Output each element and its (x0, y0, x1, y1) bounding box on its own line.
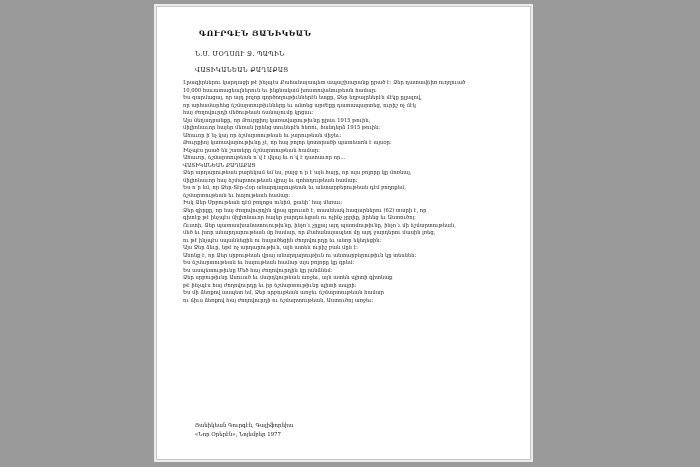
letter-line: Ես մի ձեռքով ասպետ եմ, Ձեր սրբութեան առջեւ ճշմարտութեան համար (183, 290, 384, 296)
recipient-name: Ն.Ս. ՄՕՂՍՈՒ Ջ. ՊԱՊԻՆ (195, 51, 285, 58)
signature-place-date: «Նոր Օրերէն», Նոյեմբեր 1977 (195, 432, 281, 438)
signature-block (195, 422, 293, 440)
letter-line: որ արհամարհեց ճշմարտութիւնները եւ անոնց արժէքը դատապարտեց, ուրիշ ոչ մէկ (183, 102, 416, 109)
letter-line: 10,000 հաւատացեալներուն եւ ինքնակամ խոստովանութեան համար: (183, 87, 377, 94)
letter-line: Ուստի, Ձեր պատասխանատուութիւնը, ինչո՞ւ չըլլայ այդ պատմութիւնը, ինչո՞ւ մի ճշմարտութեան, (183, 222, 456, 229)
letter-line: Այս Ձեր ձեւը, եթէ ոչ արդարութիւն, այն ատեն ուրիշ բան մըն է: (183, 245, 358, 251)
letter-body (183, 80, 513, 305)
letter-line: Ահաւոր, ճշմարտութեան ո՞վ է վկայ եւ ո՞վ է դատաւոր որ... (183, 155, 346, 161)
letter-line: Ահաւոր ի՞նչ կայ որ ճշմարտութեան եւ չարութեան միջեւ: (183, 132, 342, 139)
signature-name: Յանիկեան Գուրգէն, Գալիֆորնիա (195, 423, 294, 429)
letter-line: Ձեր սրբութիւնը Ասուած եւ մարդկութեան առջեւ, այն ատեն պիտի գիտնաք (183, 275, 393, 281)
letter-line: ճշմարտութեան եւ հայութեան համար: (183, 192, 291, 199)
letter-line: հայ ժողովուրդի մեծութեան ճանաչումը կրցաւ: (183, 110, 314, 116)
letter-line: Լրագիրներու կարդացի թէ ինչպէս Քահանայապետ ապաշխարանք ըրած է: Ձեր դատավճիռ ուղղուած (183, 80, 466, 86)
letter-line: ու թէ ինչպէս սպաննեցին ու հալածեցին ժողովուրդը եւ անոր եկեղեցին: (183, 237, 382, 244)
letter-line: գիտէք թէ ինչպէս միլիոնաւոր հայեր ջարդուեցան ու ոչինչ չըրիք, իրենց եւ Աստուծոյ: (183, 215, 416, 221)
letter-line: Ես ո՞ր եմ, որ Ձեր-Տէր-Հօր անարդարութեան եւ անտարբերութեան դէմ բողոքեմ, (183, 185, 406, 191)
letter-line: Թուրքիոյ կառավարութիւնը չէ, որ հայ բոլոր կոտորածի պատճառն է այսօր: (183, 140, 392, 146)
letter-line: միլիոնաւոր հայեր մեռան իրենց տուներէն հեռու, հանդերձ 1915 թուին: (183, 125, 381, 131)
letter-line: թէ ինչպէս հայ ժողովուրդը եւ իր ճշմարտութիւնը պիտի ապրի: (183, 282, 357, 289)
letter-line: Ես զարմացայ, որ այդ բոլոր գործողութիւններէն ետքը, Ձեր եղբայրներէն մէկը ըլլալով, (183, 95, 422, 101)
letter-line: Այս մեղադրանքը, որ Թուրքիոյ կառավարութիւնը ըրաւ 1915 թուին, (183, 117, 371, 124)
letter-line: Ձեր գիրքը, որ հայ ժողովուրդին վրայ գրուած է, տասնեակ հազարներու (62) տարի է, որ (183, 207, 427, 214)
letter-page (157, 7, 530, 459)
letter-line: ՎԱՏԻԿԱՆԵԱՆ ՔԱՂԱՔԱՑ (183, 162, 256, 169)
letter-line: միլիոնաւոր հայ ճշմարտութեան վրայ եւ զոհողութեան համար: (183, 177, 358, 184)
letter-line: Ես ճշմարտութեան եւ հայութեան համար այս բոլորը կը գրեմ: (183, 260, 355, 266)
letter-line: Ինչպէս ըսած են շատերը ճշմարտութեան համար: (183, 147, 320, 154)
letter-title: ԳՈՒՐԳԷՆ ՅԱՆԻԿԵԱՆ (199, 29, 312, 38)
letter-line: Անոնք է, որ Ձեր սրբութեան վրայ անարդարութիւն ու անտարբերութիւն կը տեսնեն: (183, 252, 417, 259)
recipient-place: ՎԱՏԻԿԱՆԵԱՆ ՔԱՂԱՔԱՑ (195, 67, 289, 74)
letter-line: Ես ասպետութիւնը Մեծ հայ ժողովուրդին կը յանձնեմ: (183, 267, 333, 274)
letter-line: ու միւս ձեռքով հայ ժողովուրդի ու ճշմարտութեան, Աստուծոյ առջեւ: (183, 297, 374, 304)
letter-line: մեծ եւ խոր անարդարութեան մը համար, որ Քահանայապետ մը այդ ջարդերու մասին լռեց, (183, 230, 436, 236)
letter-line: Իսկ Ձեր Սրբութեան դէմ բողոքս ունիմ, քանի՞ հայ մեռաւ: (183, 200, 343, 206)
letter-line: Ձեր արդարութեան բարեկամ եմ ես, բայց ո՞ր է այն հայը, որ այս բոլորը կը մոռնայ, (183, 170, 412, 176)
